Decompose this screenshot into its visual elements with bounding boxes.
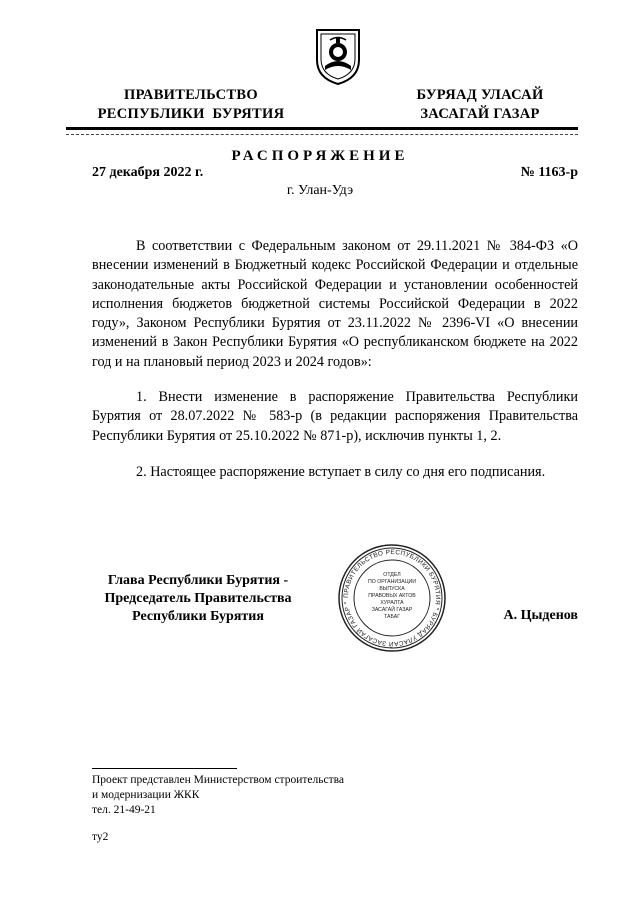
document-number: № 1163-р [520,165,578,180]
document-city: г. Улан-Удэ [286,183,354,198]
footer-rule [92,768,237,769]
stamp-line-1: ОТДЕЛ [383,572,401,578]
header-left-line2: РЕСПУБЛИКИ БУРЯТИЯ [97,106,285,122]
stamp-line-6: ЗАСАГАЙ ГАЗАР [371,607,413,613]
stamp-ring-text: ПРАВИТЕЛЬСТВО РЕСПУБЛИКИ БУРЯТИЯ * БУРЯАД УЛАСАЙ ЗАСАГАЙ ГАЗАР * [342,548,442,648]
body-paragraph-2: 1. Внести изменение в распоряжение Правительства Республики Бурятия от 28.07.2022 № 583-р (в редакции распоряжения Правительства Республики Бурятия от 25.10.2022 № 871-р), исключив пункты 1, 2. [92,389,578,444]
header-right-line1: БУРЯАД УЛАСАЙ [416,87,544,103]
body-paragraph-3: 2. Настоящее распоряжение вступает в силу со дня его подписания. [136,463,546,480]
stamp-line-3: ВЫПУСКА [379,586,405,592]
signature-position-line3: Республики Бурятия [132,609,264,624]
stamp-line-2: ПО ОРГАНИЗАЦИИ [368,579,416,585]
header-left [86,86,296,124]
footer-note [92,773,344,818]
header-right-line2: ЗАСАГАЙ ГАЗАР [420,106,540,122]
document-body [92,237,578,482]
body-paragraph-1: В соответствии с Федеральным законом от 29.11.2021 № 384-ФЗ «О внесении изменений в Бюджетный кодекс Российской Федерации и отдельные законодательные акты Российской Федерации и установлении особенностей исполнения бюджетов бюджетной системы Российской Федерации в 2022 году», Законом Республики Бурятия от 23.11.2022 № 2396-VI «О внесении изменений в Закон Республики Бурятия «О республиканском бюджете на 2022 год и на плановый период 2023 и 2024 годов»: [92,238,578,370]
signature-position-line1: Глава Республики Бурятия - [107,573,289,588]
signatory-name: А. Цыденов [503,608,578,623]
official-stamp [337,543,447,653]
signature-position-line2: Председатель Правительства [104,591,292,606]
footer-line-1: Проект представлен Министерством строительства [92,774,345,786]
header-right [385,86,575,124]
stamp-line-7: ТАБАГ [383,614,401,620]
footer-line-2: и модернизации ЖКК [92,789,200,801]
coat-of-arms-emblem [313,26,363,86]
header-left-line1: ПРАВИТЕЛЬСТВО [124,87,258,103]
stamp-line-4: ПРАВОВЫХ АКТОВ [368,593,416,599]
footer-line-3: тел. 21-49-21 [92,804,156,816]
footer-code: ту2 [92,831,109,843]
header-divider-thick [66,127,578,130]
header-divider-thin [66,134,578,135]
document-title: РАСПОРЯЖЕНИЕ [231,148,409,164]
document-date: 27 декабря 2022 г. [92,165,204,180]
stamp-line-5: ХУРАЛТА [380,600,404,606]
signature-position [88,572,308,626]
